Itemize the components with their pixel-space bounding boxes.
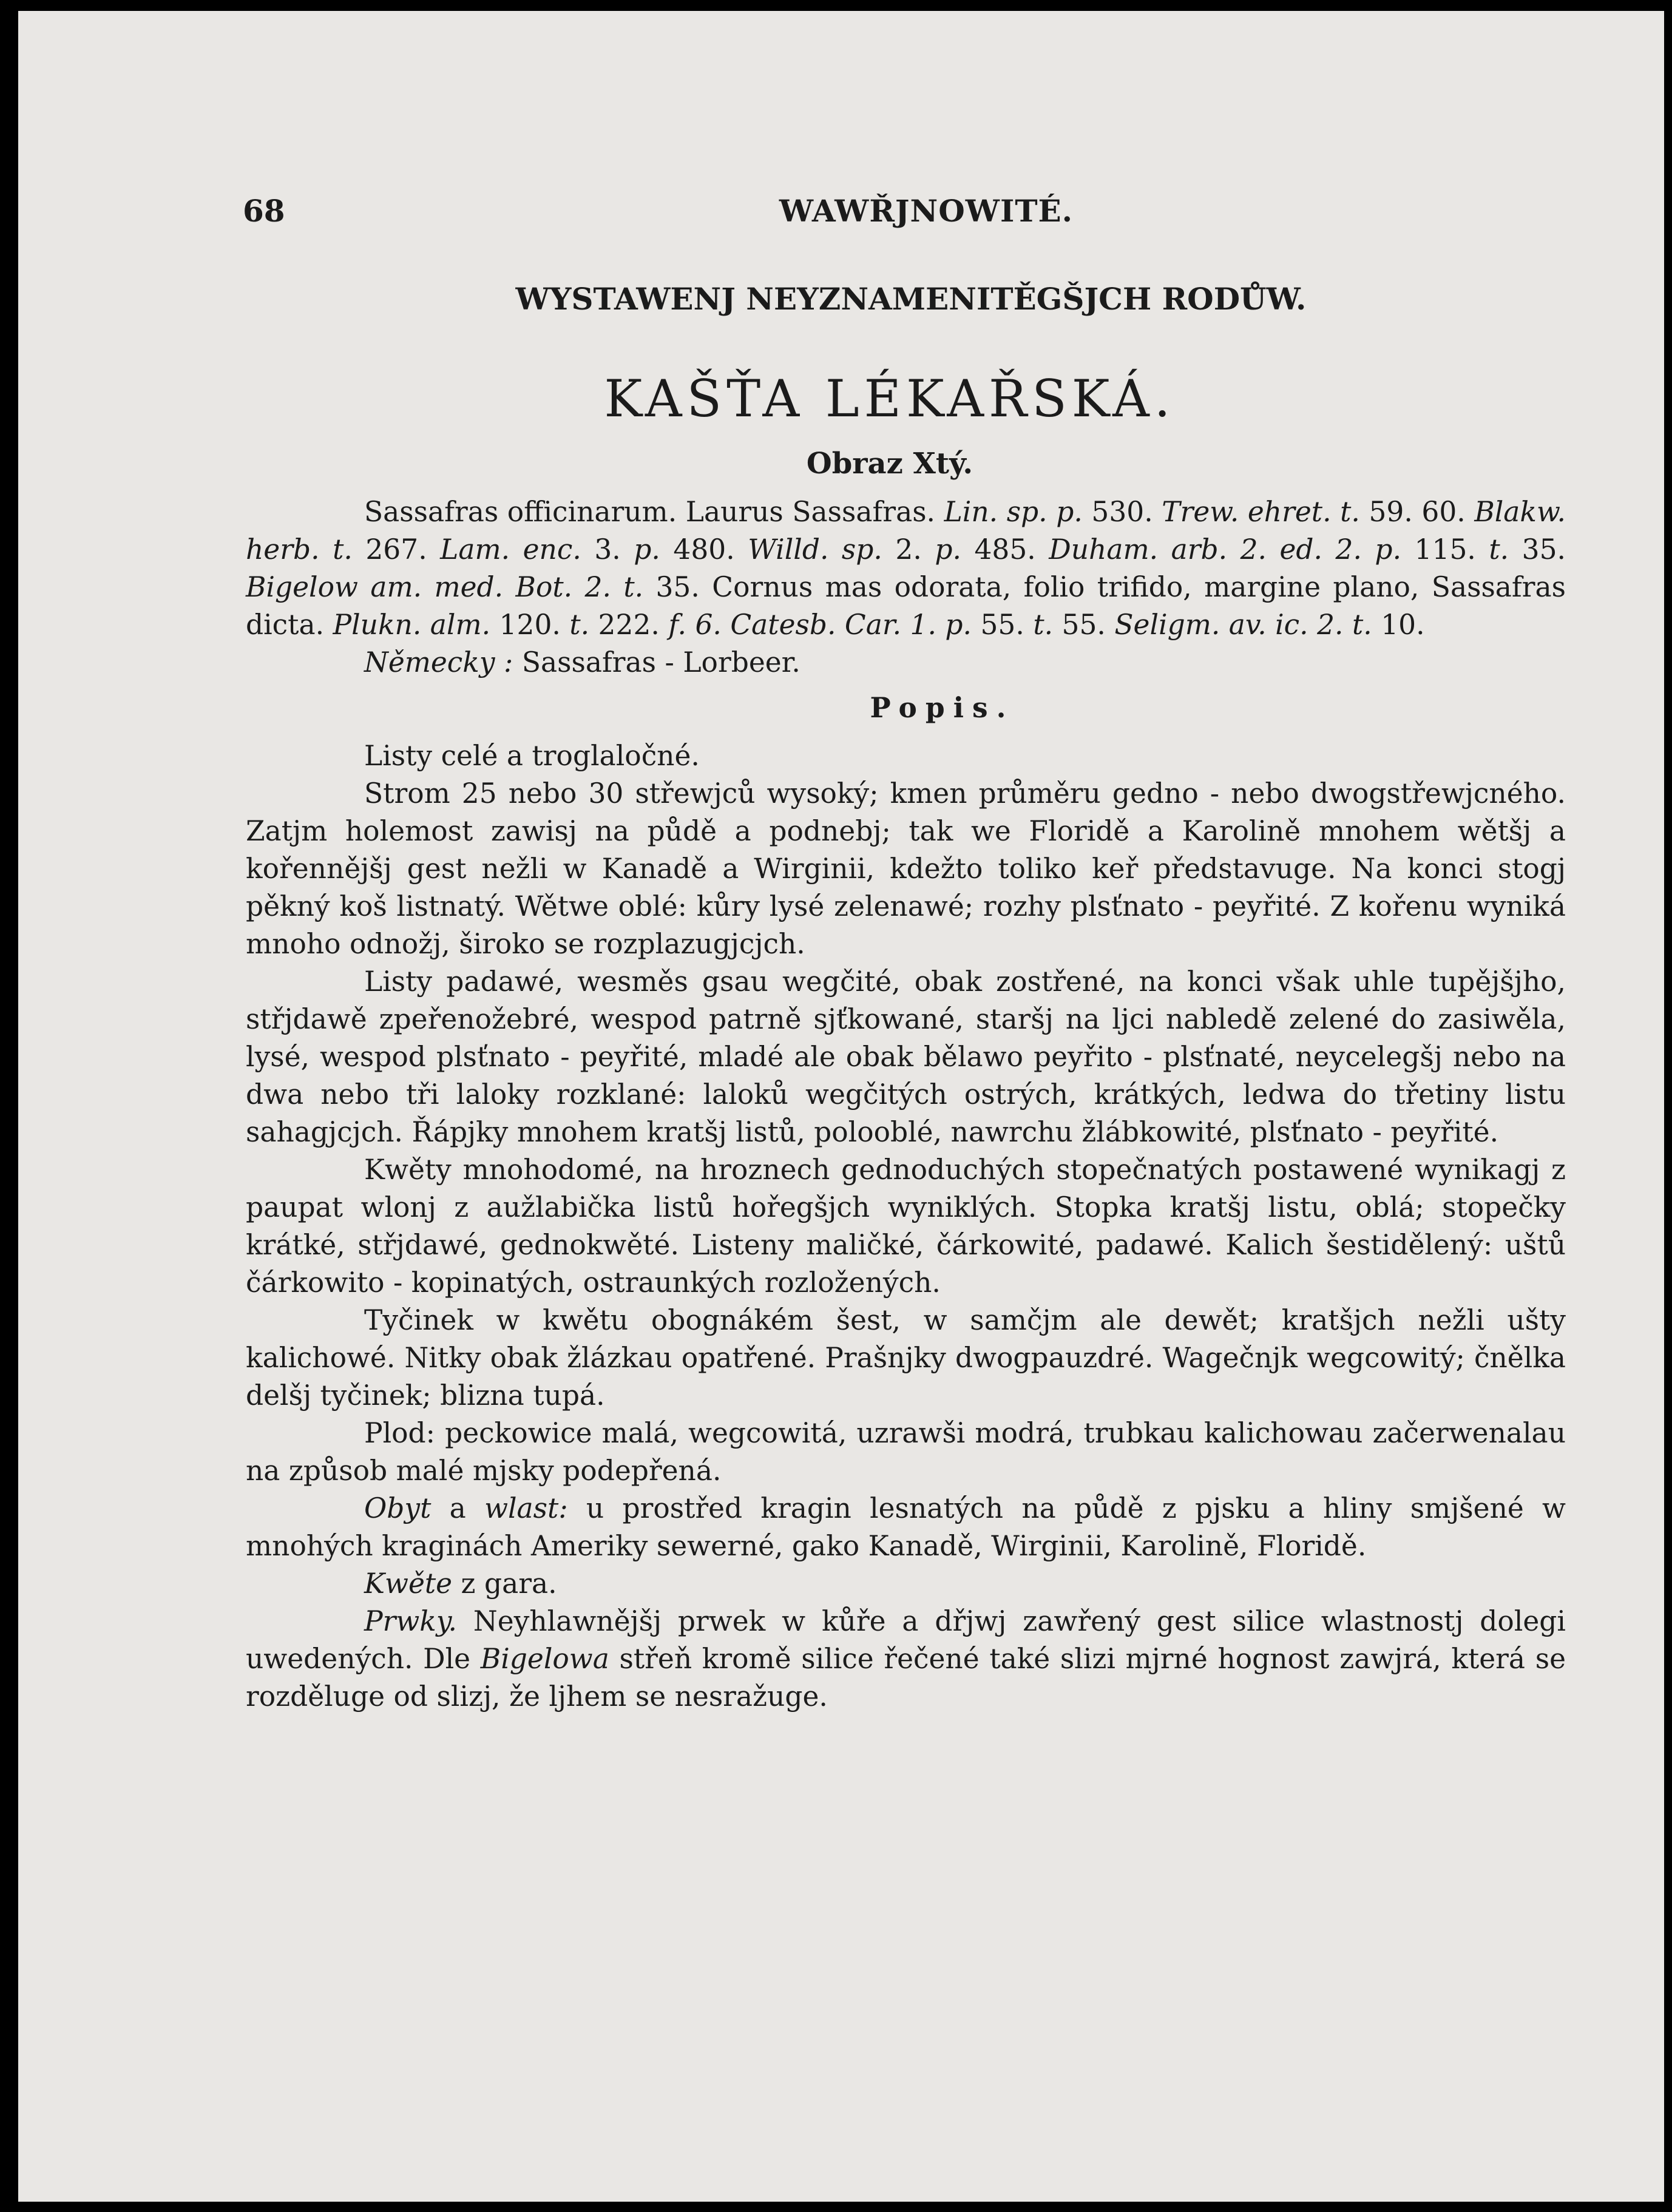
syn-num: 115. (1414, 533, 1476, 566)
syn-ref: Blakw. herb. t. (246, 496, 1566, 566)
syn-ref: Bigelow am. med. Bot. 2. t. (246, 571, 644, 603)
description-heading: Popis. (870, 691, 1015, 724)
syn-num: 10. (1381, 609, 1425, 641)
syn-num: 267. (365, 533, 427, 566)
habitat-text: u prostřed kragin lesnatých na půdě z pjsku a hliny smjšené w mnohých kraginách Ameriky sewerné, gako Kanadě, Wirginii, Karolině, Floridě. (246, 1492, 1566, 1562)
constituents-label: Prwky. (364, 1605, 458, 1637)
flowering-text: z gara. (461, 1568, 557, 1600)
syn-ref: Catesb. Car. 1. p. (730, 609, 972, 641)
habitat-label: Obyt (364, 1492, 432, 1524)
syn-ref: Trew. ehret. t. (1162, 496, 1360, 528)
habitat-label: wlast: (484, 1492, 568, 1524)
paragraph-fruit: Plod: peckowice malá, wegcowitá, uzrawši modrá, trubkau kalichowau začerwenalau na způsob malé mjsky podepřená. (246, 1417, 1566, 1487)
paragraph-flowering (246, 1565, 1566, 1603)
entry-title: KAŠŤA LÉKAŘSKÁ. (604, 369, 1176, 428)
syn-num: 35. (655, 571, 700, 603)
syn-ref: Lin. sp. p. (944, 496, 1083, 528)
synonymy-paragraph (246, 493, 1566, 644)
paragraph-leaves-summary: Listy celé a troglaločné. (364, 740, 700, 772)
book-page (18, 11, 1664, 2202)
paragraph-tree: Strom 25 nebo 30 střewjců wysoký; kmen průměru gedno - nebo dwogstřewjcného. Zatjm holemost zawisj na půdě a podnebj; tak we Floridě a Karolině mnohem wětšj a kořennějšj gest nežli w Kanadě a Wirginii, kdežto toliko keř představuge. Na konci stogj pěkný koš listnatý. Wětwe oblé: kůry lysé zelenawé; rozhy plsťnato - peyřité. Z kořenu wyniká mnoho odnožj, široko se rozplazugjcjch. (246, 777, 1566, 960)
constituents-text: střeň kromě silice řečené také slizi mjrné hognost zawjrá, která se rozděluge od slizj, že ljhem se nesražuge. (246, 1643, 1566, 1713)
syn-num: 120. (499, 609, 561, 641)
syn-ref: Plukn. alm. (333, 609, 491, 641)
german-label: Německy : (364, 646, 513, 678)
syn-num: 530. (1091, 496, 1153, 528)
paragraph-habitat (246, 1490, 1566, 1565)
syn-num: 3. (594, 533, 621, 566)
paragraph-flowers: Kwěty mnohodomé, na hroznech gednoduchých stopečnatých postawené wynikagj z paupat wlonj z aužlabička listů hořegšjch wyniklých. Stopka kratšj listu, oblá; stopečky krátké, střjdawé, gednokwěté. Listeny maličké, čárkowité, padawé. Kalich šestidělený: uštů čárkowito - kopinatých, ostraunkých rozložených. (246, 1154, 1566, 1299)
syn-ref: Duham. arb. 2. ed. 2. p. (1049, 533, 1402, 566)
paragraph-constituents (246, 1603, 1566, 1716)
german-name-line (246, 644, 1566, 682)
paragraph-leaves: Listy padawé, wesměs gsau wegčité, obak zostřené, na konci však uhle tupějšjho, střjdawě zpeřenožebré, wespod patrně sjťkowané, staršj na ljci nabledě zelené do zasiwěla, lysé, wespod plsťnato - peyřité, mladé ale obak bělawo peyřito - plsťnaté, neycelegšj nebo na dwa nebo tři laloky rozklané: laloků wegčitých ostrých, krátkých, ledwa do třetiny listu sahagjcjch. Řápjky mnohem kratšj listů, polooblé, nawrchu žlábkowité, plsťnato - peyřité. (246, 966, 1566, 1148)
german-name: Sassafras - Lorbeer. (521, 646, 800, 678)
syn-ref: Willd. sp. (748, 533, 882, 566)
syn-num: 35. (1521, 533, 1566, 566)
page-number: 68 (243, 193, 285, 229)
syn-ref: p. (634, 533, 660, 566)
syn-ref: Seligm. av. ic. 2. t. (1114, 609, 1372, 641)
syn-num: 485. (974, 533, 1036, 566)
syn-names: Sassafras officinarum. Laurus Sassafras. (364, 496, 936, 528)
syn-ref: t. (1033, 609, 1054, 641)
paragraph-stamens: Tyčinek w kwětu obognákém šest, w samčjm ale dewět; kratšjch nežli ušty kalichowé. Nitky obak žlázkau opatřené. Prašnjky dwogpauzdré. Wagečnjk wegcowitý; čnělka delšj tyčinek; blizna tupá. (246, 1304, 1566, 1412)
section-title: WYSTAWENJ NEYZNAMENITĚGŠJCH RODŮW. (515, 281, 1307, 317)
syn-ref: t. (569, 609, 590, 641)
flowering-label: Kwěte (364, 1568, 453, 1600)
body-text (246, 493, 1566, 1716)
habitat-conj: a (449, 1492, 466, 1524)
syn-ref: Lam. enc. (440, 533, 581, 566)
syn-num: 55. (1061, 609, 1106, 641)
constituents-text: Neyhlawnějšj prwek w kůře a dřjwj zawřený gest silice wlastnostj dolegi uwedených. Dle (246, 1605, 1566, 1675)
running-head: WAWŘJNOWITÉ. (779, 193, 1074, 229)
syn-ref: f. 6. (668, 609, 722, 641)
plate-reference: Obraz Xtý. (806, 447, 973, 481)
syn-ref: p. (935, 533, 961, 566)
syn-num: 2. (895, 533, 922, 566)
author-name: Bigelowa (480, 1643, 609, 1675)
syn-num: 480. (673, 533, 735, 566)
syn-names: Cornus mas odorata, folio trifido, margine plano, Sassafras dicta. (246, 571, 1566, 641)
syn-num: 59. 60. (1369, 496, 1466, 528)
syn-ref: t. (1489, 533, 1509, 566)
syn-num: 55. (980, 609, 1024, 641)
syn-num: 222. (598, 609, 660, 641)
